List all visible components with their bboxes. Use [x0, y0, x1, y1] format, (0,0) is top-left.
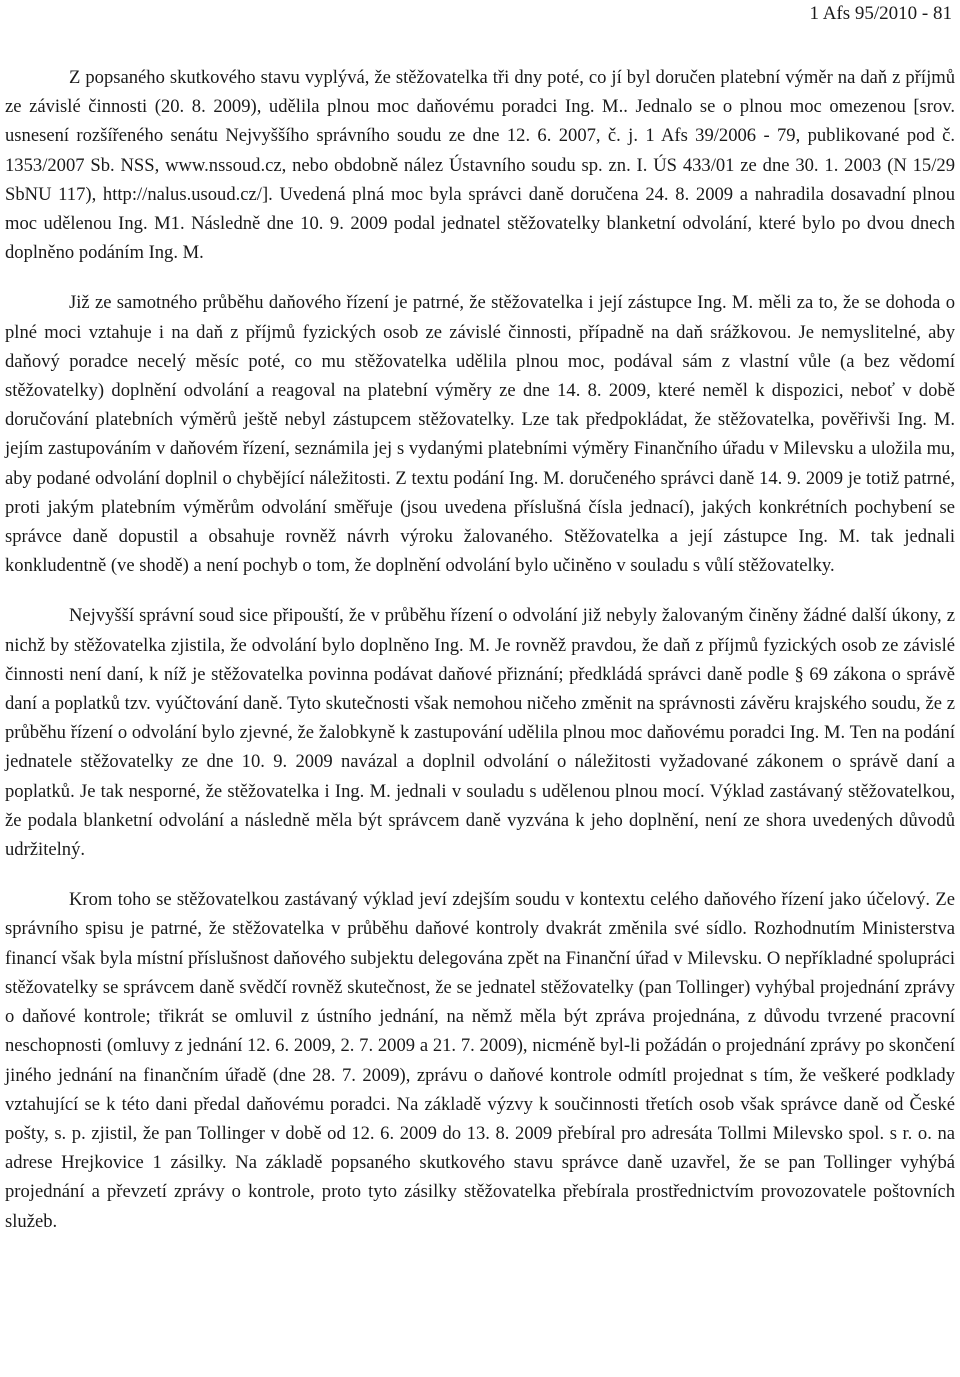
paragraph-4: Krom toho se stěžovatelkou zastávaný výklad jeví zdejším soudu v kontextu celého daňového řízení jako účelový. Ze správního spisu je patrné, že stěžovatelka v průběhu daňové kontroly dvakrát změnila své sídlo. Rozhodnutím Ministerstva financí však byla místní příslušnost daňového subjektu delegována zpět na Finanční úřad v Milevsku. O nepříkladné spolupráci stěžovatelky se správcem daně svědčí rovněž skutečnost, že se jednatel stěžovatelky (pan Tollinger) vyhýbal projednání zprávy o daňové kontrole; třikrát se omluvil z ústního jednání, na němž měla být zpráva projednána, z důvodu tvrzené pracovní neschopnosti (omluvy z jednání 12. 6. 2009, 2. 7. 2009 a 21. 7. 2009), nicméně byl-li požádán o projednání zprávy po skončení jiného jednání na finančním úřadě (dne 28. 7. 2009), zprávu o daňové kontrole odmítl projednat s tím, že veškeré podklady vztahující se k této dani předal daňovému poradci. Na základě výzvy k součinnosti třetích osob však správce daně od České pošty, s. p. zjistil, že pan Tollinger v době od 12. 6. 2009 do 13. 8. 2009 přebíral pro adresáta Tollmi Milevsko spol. s r. o. na adrese Hrejkovice 1 zásilky. Na základě popsaného skutkového stavu správce daně uzavřel, že se pan Tollinger vyhýbá projednání a převzetí zprávy o kontrole, proto tyto zásilky stěžovatelka přebírala prostřednictvím provozovatele poštovních služeb.: [5, 889, 955, 1232]
paragraph-3: Nejvyšší správní soud sice připouští, že v průběhu řízení o odvolání již nebyly žalovaným činěny žádné další úkony, z nichž by stěžovatelka zjistila, že odvolání bylo doplněno Ing. M. Je rovněž pravdou, že daň z příjmů fyzických osob ze závislé činnosti není daní, k níž je stěžovatelka povinna podávat daňové přiznání; předkládá správci daně podle § 69 zákona o správě daní a poplatků tzv. vyúčtování daně. Tyto skutečnosti však nemohou ničeho změnit na správnosti závěru krajského soudu, že z průběhu řízení o odvolání bylo zjevné, že žalobkyně k zastupování udělila plnou moc daňovému poradci Ing. M. Ten na podání jednatele stěžovatelky ze dne 10. 9. 2009 navázal a doplnil odvolání o náležitosti vyžadované zákonem o správě daní a poplatků. Je tak nesporné, že stěžovatelka i Ing. M. jednali v souladu s udělenou plnou mocí. Výklad zastávaný stěžovatelkou, že podala blanketní odvolání a následně měla být správcem daně vyzvána k jeho doplnění, není ze shora uvedených důvodů udržitelný.: [5, 605, 955, 861]
case-reference: 1 Afs 95/2010 - 81: [809, 3, 952, 24]
paragraph-2: Již ze samotného průběhu daňového řízení je patrné, že stěžovatelka i její zástupce Ing. M. měli za to, že se dohoda o plné moci vztahuje i na daň z příjmů fyzických osob ze závislé činnosti, případně na daň srážkovou. Je nemyslitelné, aby daňový poradce necelý měsíc poté, co mu stěžovatelka udělila plnou moc, podával sám z vlastní vůle (a bez vědomí stěžovatelky) doplnění odvolání a reagoval na platební výměry ze dne 14. 8. 2009, které neměl k dispozici, neboť v době doručování platebních výměrů ještě nebyl zástupcem stěžovatelky. Lze tak předpokládat, že stěžovatelka, pověřivši Ing. M. jejím zastupováním v daňovém řízení, seznámila jej s vydanými platebními výměry Finančního úřadu v Milevsku a uložila mu, aby podané odvolání doplnil o chybějící náležitosti. Z textu podání Ing. M. doručeného správci daně 14. 9. 2009 je totiž patrné, proti jakým platebním výměrům odvolání směřuje (jsou uvedena příslušná čísla jednací), jakých konkrétních pochybení se správce daně dopustil a obsahuje rovněž návrh výroku žalovaného. Stěžovatelka a její zástupce Ing. M. tak jednali konkludentně (ve shodě) a není pochyb o tom, že doplnění odvolání bylo učiněno v souladu s vůlí stěžovatelky.: [5, 292, 955, 577]
document-body: [5, 63, 955, 1236]
paragraph-1: Z popsaného skutkového stavu vyplývá, že stěžovatelka tři dny poté, co jí byl doručen platební výměr na daň z příjmů ze závislé činnosti (20. 8. 2009), udělila plnou moc daňovému poradci Ing. M.. Jednalo se o plnou moc omezenou [srov. usnesení rozšířeného senátu Nejvyššího správního soudu ze dne 12. 6. 2007, č. j. 1 Afs 39/2006 - 79, publikované pod č. 1353/2007 Sb. NSS, www.nssoud.cz, nebo obdobně nález Ústavního soudu sp. zn. I. ÚS 433/01 ze dne 30. 1. 2003 (N 15/29 SbNU 117), http://nalus.usoud.cz/]. Uvedená plná moc byla správci daně doručena 24. 8. 2009 a nahradila dosavadní plnou moc udělenou Ing. M1. Následně dne 10. 9. 2009 podal jednatel stěžovatelky blanketní odvolání, které bylo po dvou dnech doplněno podáním Ing. M.: [5, 67, 955, 264]
